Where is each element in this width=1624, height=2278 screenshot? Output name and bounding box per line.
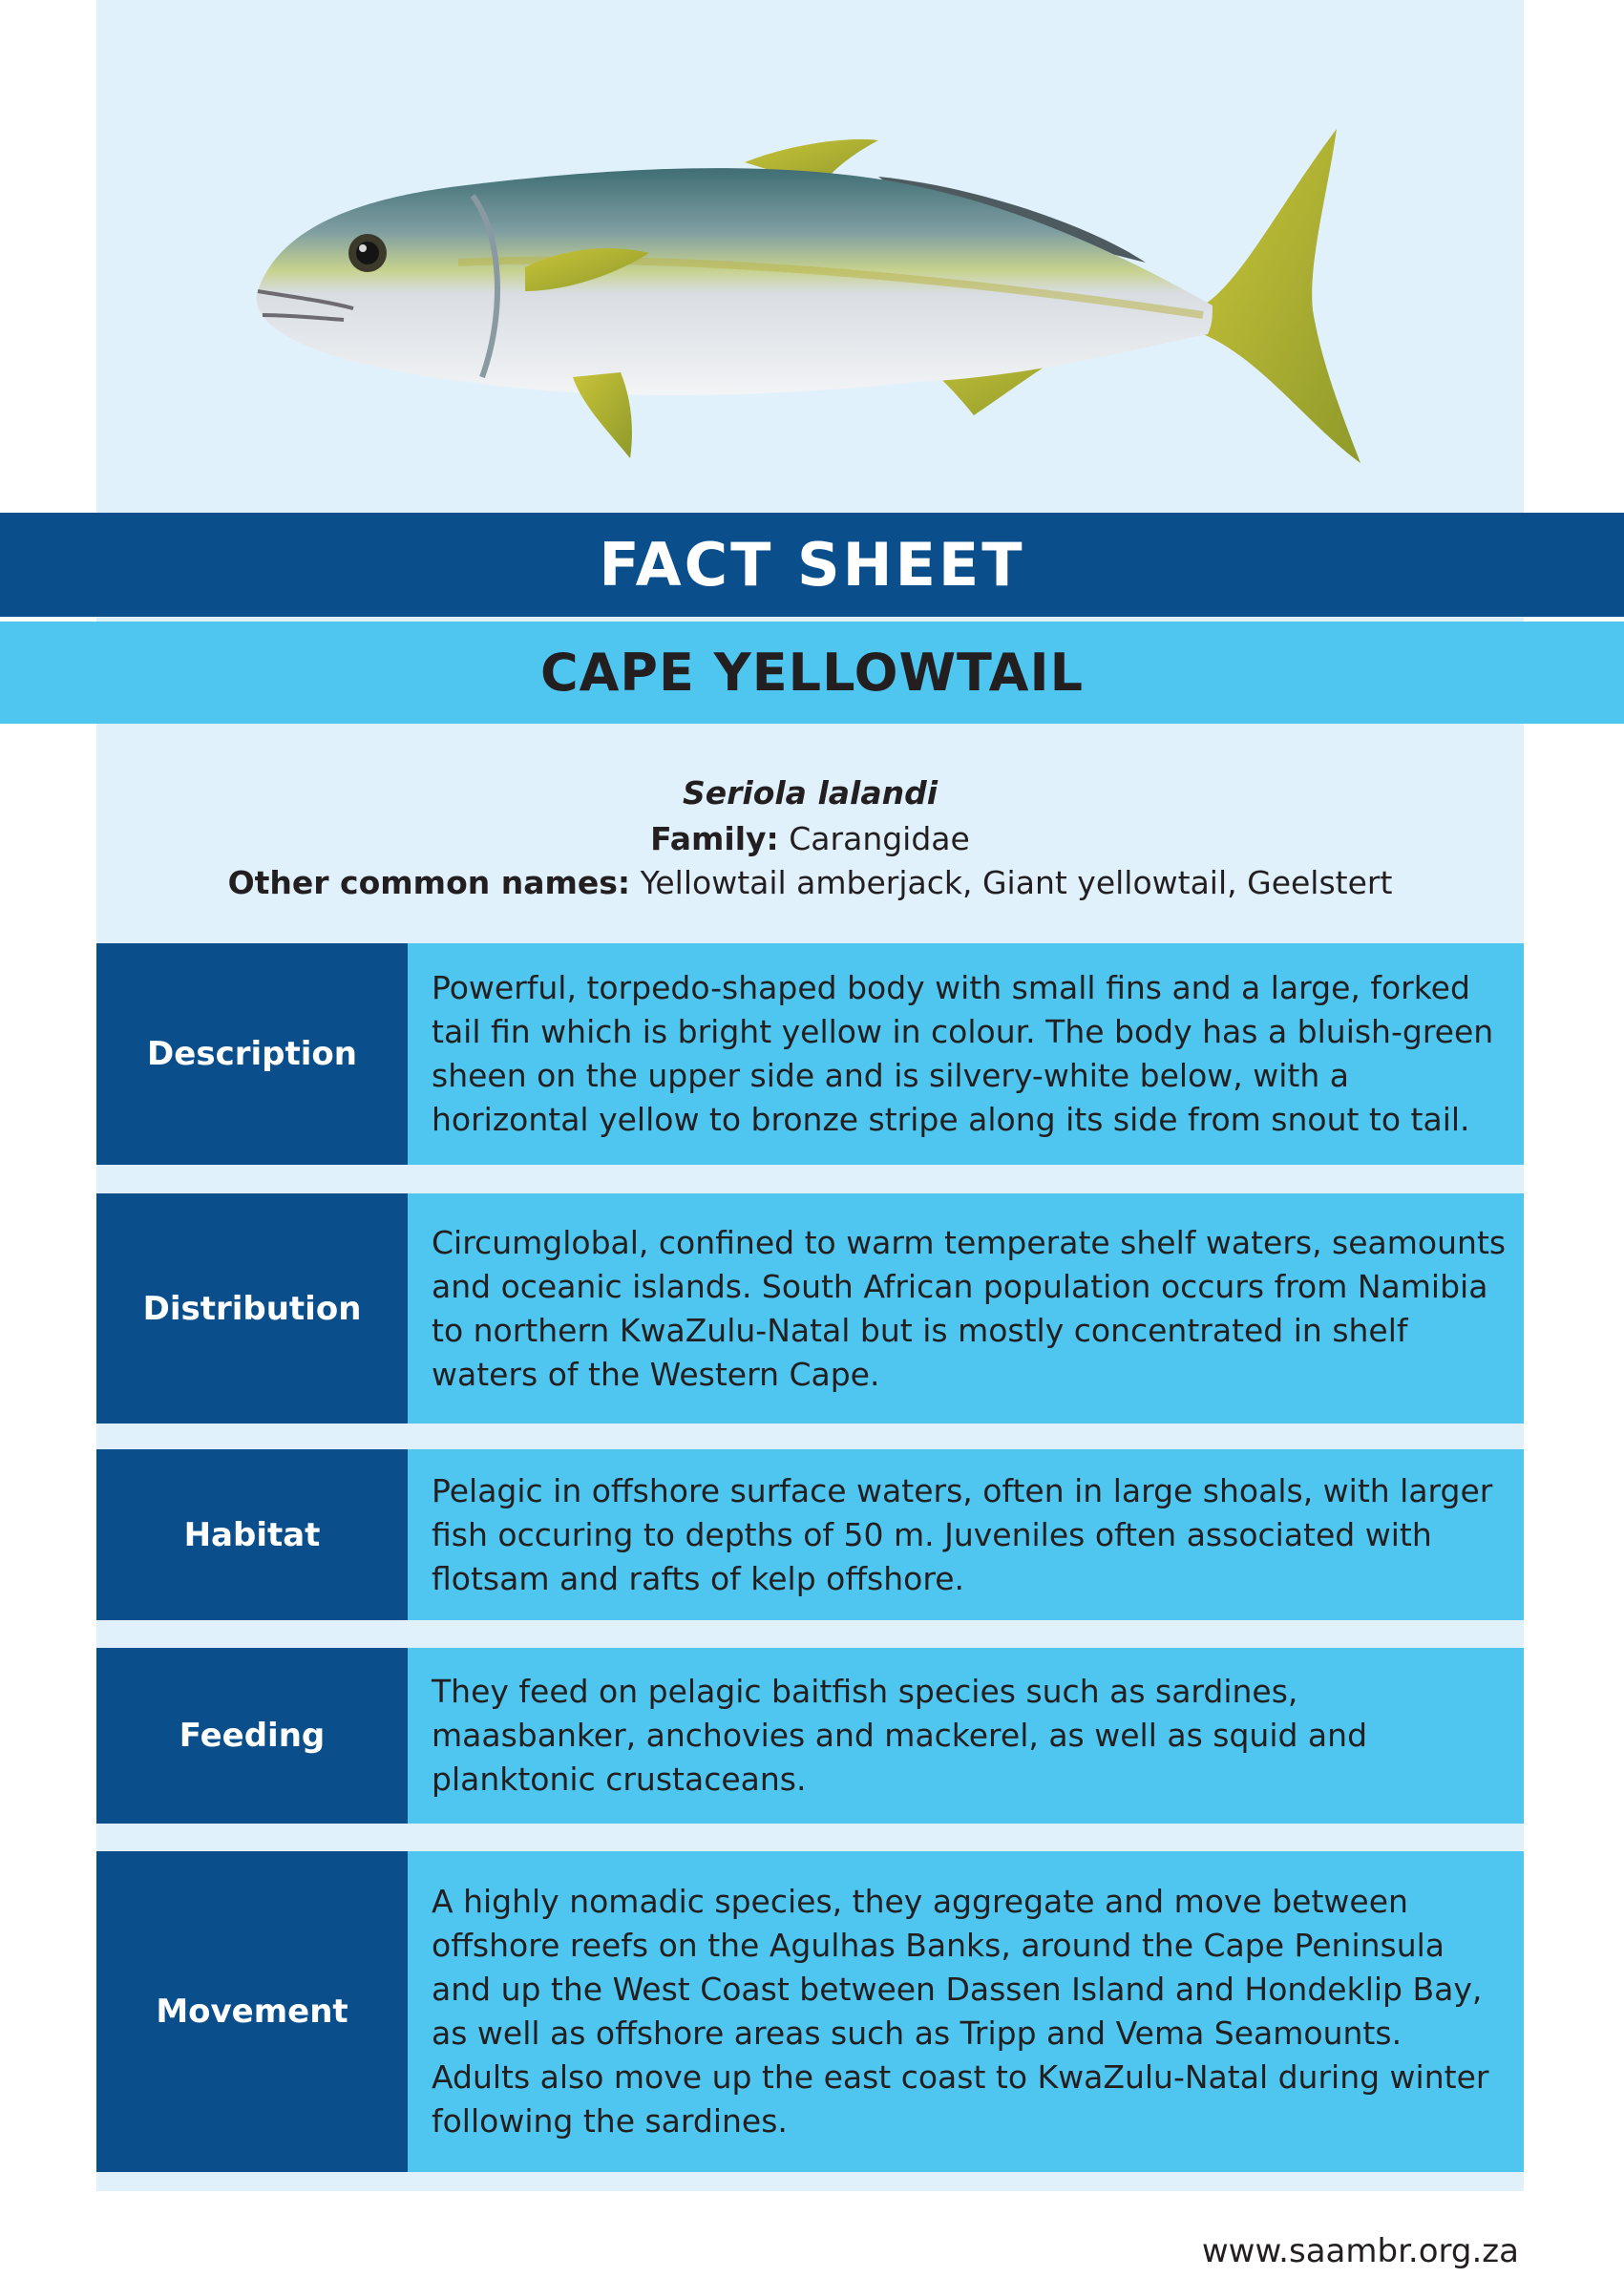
common-names-value: Yellowtail amberjack, Giant yellowtail, Geelstert [640,864,1393,901]
fact-sheet-banner [0,513,1624,617]
section-label: Description [96,943,408,1165]
section-feeding [96,1648,1524,1824]
species-name-banner [0,622,1624,724]
species-name-heading: CAPE YELLOWTAIL [540,643,1084,703]
section-description [96,943,1524,1165]
section-label: Habitat [96,1449,408,1620]
family-line [96,817,1524,861]
section-label: Feeding [96,1648,408,1824]
section-label: Distribution [96,1193,408,1424]
section-text: Powerful, torpedo-shaped body with small fins and a large, forked tail fin which is bright yellow in colour. The body has a bluish-green sheen on the upper side and is silvery-white below, with a horizontal yellow to bronze stripe along its side from snout to tail. [408,943,1524,1165]
pelvic-fin [573,372,632,458]
common-names-line [96,861,1524,905]
section-label: Movement [96,1851,408,2172]
section-text: They feed on pelagic baitfish species such as sardines, maasbanker, anchovies and mackerel, as well as squid and planktonic crustaceans. [408,1648,1524,1824]
section-text: A highly nomadic species, they aggregate and move between offshore reefs on the Agulhas Banks, around the Cape Peninsula and up the West Coast between Dassen Island and Hondeklip Bay, as well as offshore areas such as Tripp and Vema Seamounts. Adults also move up the east coast to KwaZulu-Natal during winter following the sardines. [408,1851,1524,2172]
section-text: Circumglobal, confined to warm temperate shelf waters, seamounts and oceanic islands. South African population occurs from Namibia to northern KwaZulu-Natal but is mostly concentrated in shelf waters of the Western Cape. [408,1193,1524,1424]
fish-body [257,168,1213,395]
section-text: Pelagic in offshore surface waters, often in large shoals, with larger fish occuring to depths of 50 m. Juveniles often associated with flotsam and rafts of kelp offshore. [408,1449,1524,1620]
section-distribution [96,1193,1524,1424]
cape-yellowtail-fish-illustration [248,119,1365,477]
family-label: Family: [650,820,779,857]
scientific-name: Seriola lalandi [682,774,939,812]
website-url[interactable]: www.saambr.org.za [1201,2232,1519,2270]
fact-sheet-title: FACT SHEET [599,530,1025,600]
section-habitat [96,1449,1524,1620]
section-movement [96,1851,1524,2172]
tail-fin [1203,129,1360,463]
family-value: Carangidae [789,820,970,857]
common-names-label: Other common names: [227,864,631,901]
